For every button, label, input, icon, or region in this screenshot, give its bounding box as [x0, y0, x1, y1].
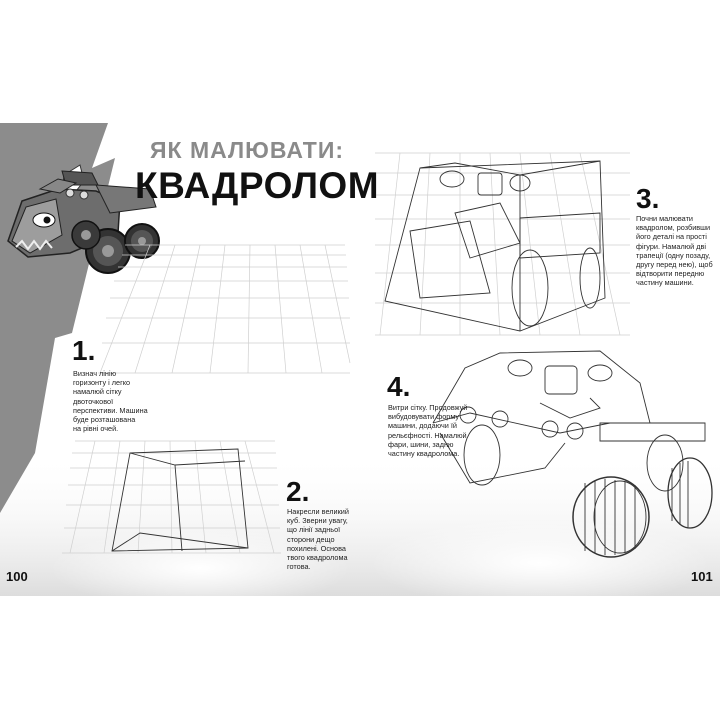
step-3-line: Почни малювати: [636, 214, 693, 223]
step-4-line: вибудовувати форму: [388, 412, 460, 422]
step-4-number: 4.: [387, 371, 411, 402]
step-2-line: готова.: [287, 562, 311, 572]
step-4-line: рельєфності. Намалюй: [388, 430, 467, 440]
step-4-line: Витри сітку. Продовжуй: [388, 403, 468, 412]
step-4-line: фари, шини, задню: [388, 439, 454, 449]
step-1-line: двоточкової: [73, 396, 114, 406]
page-number-right: 101: [691, 569, 713, 584]
step-3-line: трапеції (одну позаду,: [636, 250, 711, 260]
step-1-line: Визнач лінію: [73, 369, 117, 378]
step-3-line: відтворити передню: [636, 269, 705, 279]
step-4-line: частину квадролома.: [388, 449, 460, 459]
page-title: КВАДРОЛОМ: [135, 165, 380, 206]
page-number-left: 100: [6, 569, 28, 584]
step-2-number: 2.: [286, 476, 310, 507]
step-1-line: намалюй сітку: [73, 387, 122, 397]
step-1-line: перспективи. Машина: [73, 405, 148, 415]
step-3-line: квадролом, розбивши: [636, 223, 711, 233]
step-4-text: [388, 403, 467, 458]
step-1-line: горизонту і легко: [73, 378, 131, 388]
step-2-line: похилені. Основа: [287, 543, 346, 553]
step-2-text: [287, 507, 349, 571]
step-1-number: 1.: [72, 335, 96, 366]
step-3-number: 3.: [636, 183, 660, 214]
perspective-grid-title: [98, 245, 350, 373]
step-4-line: машини, додаючи їй: [388, 421, 457, 431]
step-3-line: частину машини.: [636, 278, 694, 288]
step-1-line: на рівні очей.: [73, 424, 119, 434]
step-3-text: [636, 214, 713, 288]
step-1-text: [73, 369, 148, 433]
step-2-line: Накресли великий: [287, 507, 349, 516]
step-2-line: сторони дещо: [287, 534, 335, 544]
step-3-line: його деталі на прості: [636, 232, 707, 242]
step-3-line: другу перед нею), щоб: [636, 260, 713, 270]
step-1-line: буде розташована: [73, 415, 136, 425]
step-3-line: фігури. Намалюй дві: [636, 241, 707, 251]
title-top: ЯК МАЛЮВАТИ:: [150, 137, 345, 163]
book-spread: [0, 123, 720, 596]
step-2-line: куб. Зверни увагу,: [287, 516, 348, 526]
step-2-line: твого квадролома: [287, 553, 348, 563]
step-2-line: що лінії задньої: [287, 525, 341, 535]
